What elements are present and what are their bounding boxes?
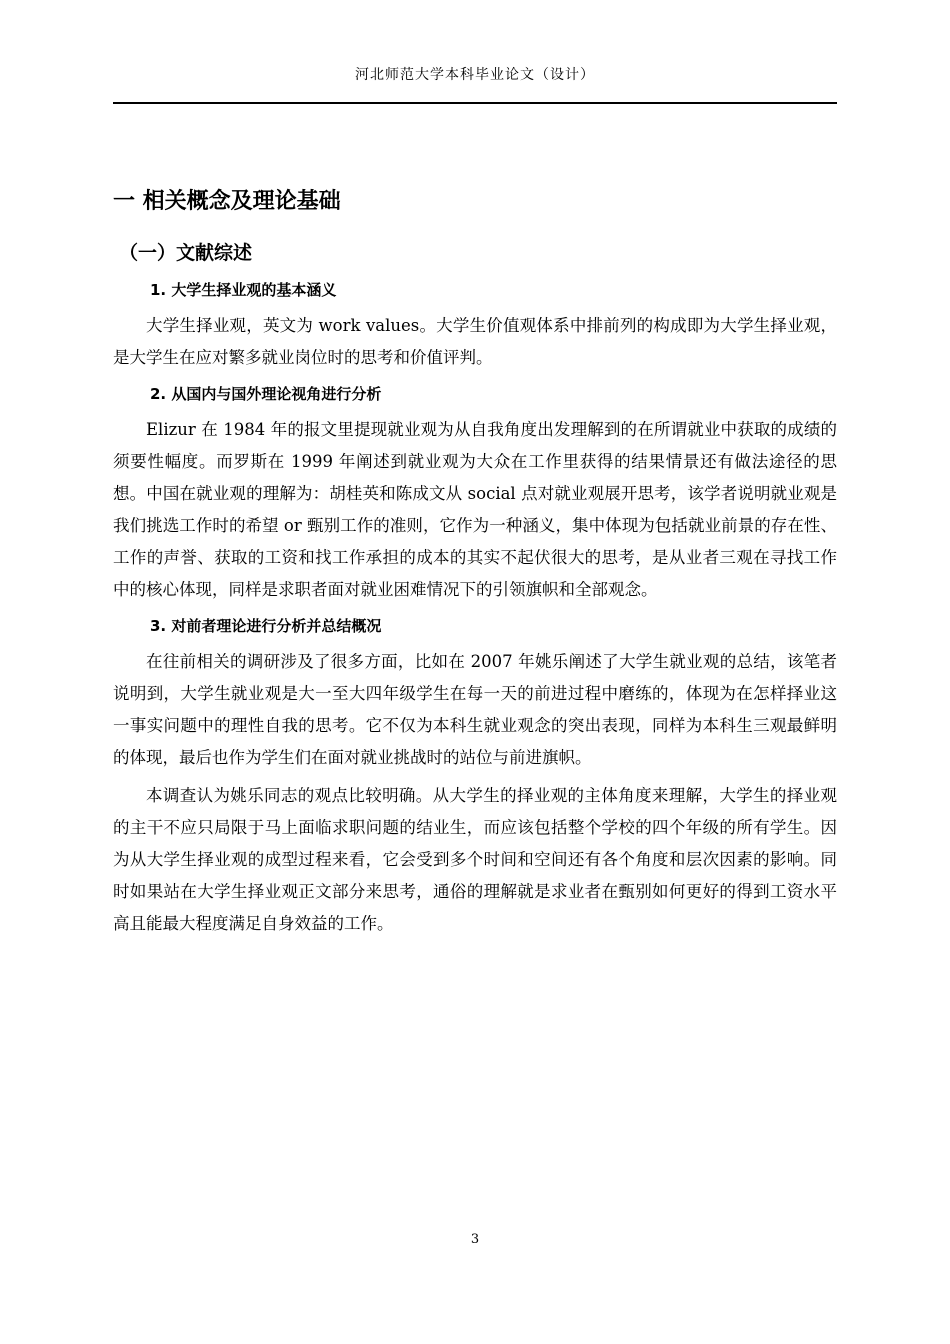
page-number: 3 <box>470 1232 480 1247</box>
paragraph: 大学生择业观，英文为 work values。大学生价值观体系中排前列的构成即为大学生择业观，是大学生在应对繁多就业岗位时的思考和价值评判。 <box>113 316 837 367</box>
subsection-title-1: 1. 大学生择业观的基本涵义 <box>150 281 337 299</box>
paragraph: 在往前相关的调研涉及了很多方面，比如在 2007 年姚乐阐述了大学生就业观的总结，该笔者说明到，大学生就业观是大一至大四年级学生在每一天的前进过程中磨练的，体现为在怎样择业这一事实问题中的理性自我的思考。它不仅为本科生就业观念的突出表现，同样为本科生三观最鲜明的体现，最后也作为学生们在面对就业挑战时的站位与前进旗帜。 <box>113 652 837 767</box>
chapter-title: 一 相关概念及理论基础 <box>113 189 341 214</box>
paragraph: Elizur 在 1984 年的报文里提现就业观为从自我角度出发理解到的在所谓就业中获取的成绩的须要性幅度。而罗斯在 1999 年阐述到就业观为大众在工作里获得的结果情景还有做法途径的思想。中国在就业观的理解为：胡桂英和陈成文从 social 点对就业观展开思考，该学者说明就业观是我们挑选工作时的希望 or 甄别工作的准则，它作为一种涵义，集中体现为包括就业前景的存在性、工作的声誉、获取的工资和找工作承担的成本的其实不起伏很大的思考，是从业者三观在寻找工作中的核心体现，同样是求职者面对就业困难情况下的引领旗帜和全部观念。 <box>113 420 837 599</box>
paragraph: 本调查认为姚乐同志的观点比较明确。从大学生的择业观的主体角度来理解，大学生的择业观的主干不应只局限于马上面临求职问题的结业生，而应该包括整个学校的四个年级的所有学生。因为从大学生择业观的成型过程来看，它会受到多个时间和空间还有各个角度和层次因素的影响。同时如果站在大学生择业观正文部分来思考，通俗的理解就是求业者在甄别如何更好的得到工资水平高且能最大程度满足自身效益的工作。 <box>113 786 837 933</box>
page-body <box>113 186 837 946</box>
subsection-title-3: 3. 对前者理论进行分析并总结概况 <box>150 617 382 635</box>
running-header: 河北师范大学本科毕业论文（设计） <box>355 67 595 83</box>
header-rule <box>113 102 837 104</box>
subsection-title-2: 2. 从国内与国外理论视角进行分析 <box>150 385 382 403</box>
section-title: （一）文献综述 <box>119 242 253 264</box>
